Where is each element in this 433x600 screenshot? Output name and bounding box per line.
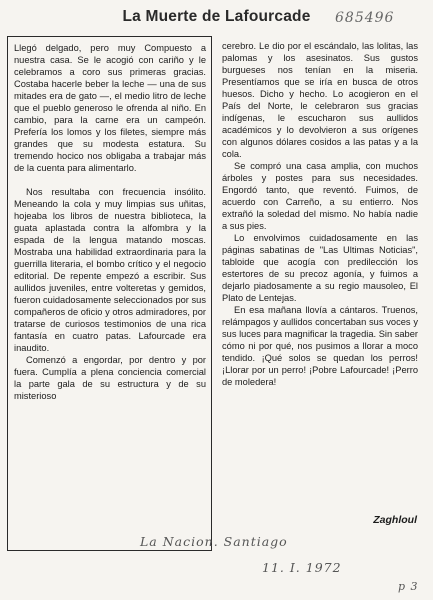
- handwritten-date: 11. I. 1972: [262, 560, 342, 575]
- handwritten-archive-code: 685496: [335, 10, 395, 26]
- article-right-column: [222, 40, 418, 388]
- article-left-column: [14, 42, 206, 402]
- article-paragraph: Lo envolvimos cuidadosamente en las páginas sabatinas de "Las Ultimas Noticias", tabloide que acogía con predilección los estertores de su precoz agonía, y fuimos a dejarlo piadosamente a su regio mausoleo, El Plato de Lentejas.: [222, 233, 418, 303]
- article-paragraph: Llegó delgado, pero muy Compuesto a nuestra casa. Se le acogió con cariño y le celebramos a coro sus primeras gracias. Costaba hacerle beber la leche — una de sus mitades era de gato —, el medio litro de leche que el pueblo generoso le ofrenda al niño. En cambio, para la carne era un campeón. Prefería los lomos y los filetes, siempre más grandes que su modesta estatura. Su tremendo hocico nos obligaba a trabajar más de la cuenta para alimentarlo.: [14, 43, 206, 173]
- handwritten-source: La Nacion. Santiago: [140, 534, 288, 549]
- handwritten-page: p 3: [398, 580, 419, 593]
- article-paragraph: cerebro. Le dio por el escándalo, las lolitas, las palomas y los asesinatos. Sus gustos burgueses nos tenían en la miseria. Presentíamos que se iría en busca de otros huesos. Dicho y hecho. Lo acogieron en el País del Norte, le celebraron sus gracias indígenas, le escucharon sus aullidos académicos y lo devolvieron a sus orígenes con algunos dólares cosidos a las patas y a la cola.: [222, 41, 418, 159]
- article-paragraph: Se compró una casa amplia, con muchos árboles y postes para sus necesidades. Engordó tanto, que reventó. Fuimos, de acuerdo con Carreño, a su entierro. Nos extrañó la soledad del mismo. No había nadie a sus pies.: [222, 161, 418, 231]
- article-paragraph: Comenzó a engordar, por dentro y por fuera. Cumplía a plena conciencia comercial la parte gala de su estructura y de su misterioso: [14, 355, 206, 401]
- article-paragraph: En esa mañana llovía a cántaros. Truenos, relámpagos y aullidos concertaban sus voces y sus luces para magnificar la tragedia. Sin saber cómo ni por qué, nos pusimos a llorar a moco tendido. ¡Qué solos se quedan los perros! ¡Llorar por un perro! ¡Pobre Lafourcade! ¡Perro de moledera!: [222, 305, 418, 387]
- article-paragraph: Nos resultaba con frecuencia insólito. Meneando la cola y muy limpias sus uñitas, hojeaba los libros de nuestra biblioteca, la guata aplastada contra la alfombra y la espada de la lengua matando moscas. Mostraba una habilidad extraordinaria para la guerrilla literaria, el bombo crítico y el negocio editorial. De repente empezó a escribir. Sus aullidos juveniles, entre volteretas y gemidos, fueron cuidadosamente seleccionados por sus compañeros de oficio y otros admiradores, por tratarse de curiosos testimonios de una rica fantasía en cuatro patas. Lafourcade era inaudito.: [14, 187, 206, 353]
- article-author: Zaghloul: [373, 514, 417, 526]
- article-title: La Muerte de Lafourcade: [122, 8, 311, 25]
